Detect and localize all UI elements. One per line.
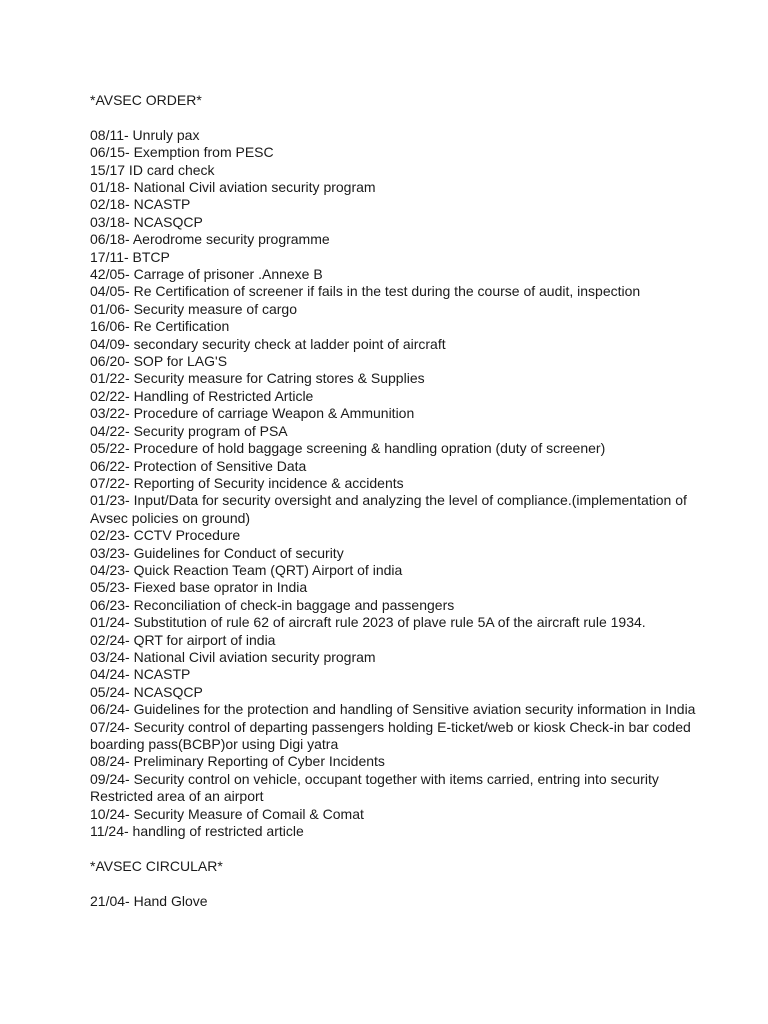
order-item: 03/24- National Civil aviation security program xyxy=(90,648,376,665)
order-item: 01/23- Input/Data for security oversight and analyzing the level of compliance.(implementation of Avsec policies on ground) xyxy=(90,492,691,526)
order-item: 17/11- BTCP xyxy=(90,248,170,265)
order-item: 03/23- Guidelines for Conduct of security xyxy=(90,544,344,561)
order-item: 04/05- Re Certification of screener if fails in the test during the course of audit, inspection xyxy=(90,283,641,300)
order-item: 08/24- Preliminary Reporting of Cyber Incidents xyxy=(90,753,385,770)
order-item: 03/22- Procedure of carriage Weapon & Ammunition xyxy=(90,405,415,422)
order-item: 01/18- National Civil aviation security program xyxy=(90,179,376,196)
order-item: 06/18- Aerodrome security programme xyxy=(90,231,330,248)
order-item: 11/24- handling of restricted article xyxy=(90,823,304,840)
order-item: 08/11- Unruly pax xyxy=(90,126,200,143)
circulars-list xyxy=(90,893,698,910)
order-item: 09/24- Security control on vehicle, occupant together with items carried, entring into security Restricted area of an airport xyxy=(90,770,663,805)
order-item: 07/22- Reporting of Security incidence & accidents xyxy=(90,474,404,491)
order-item: 01/22- Security measure for Catring stores & Supplies xyxy=(90,370,425,387)
order-item: 07/24- Security control of departing passengers holding E-ticket/web or kiosk Check-in bar coded boarding pass(BCBP)or using Digi yatra xyxy=(90,718,695,753)
order-item: 04/24- NCASTP xyxy=(90,666,191,683)
orders-list xyxy=(90,127,698,841)
order-item: 04/09- secondary security check at ladder point of aircraft xyxy=(90,335,446,352)
order-item: 06/22- Protection of Sensitive Data xyxy=(90,457,307,474)
order-item: 10/24- Security Measure of Comail & Comat xyxy=(90,805,364,822)
order-item: 15/17 ID card check xyxy=(90,161,215,178)
spacer xyxy=(90,840,698,857)
order-item: 05/23- Fiexed base oprator in India xyxy=(90,579,308,596)
order-item: 01/24- Substitution of rule 62 of aircraft rule 2023 of plave rule 5A of the aircraft rule 1934. xyxy=(90,614,646,631)
order-item: 16/06- Re Certification xyxy=(90,318,230,335)
spacer xyxy=(90,109,698,126)
order-item: 05/24- NCASQCP xyxy=(90,683,203,700)
order-item: 02/18- NCASTP xyxy=(90,196,191,213)
order-item: 05/22- Procedure of hold baggage screening & handling opration (duty of screener) xyxy=(90,440,606,457)
order-item: 02/22- Handling of Restricted Article xyxy=(90,387,314,404)
order-item: 06/23- Reconciliation of check-in baggage and passengers xyxy=(90,596,455,613)
order-item: 04/22- Security program of PSA xyxy=(90,422,288,439)
order-item: 06/24- Guidelines for the protection and handling of Sensitive aviation security information in India xyxy=(90,701,696,718)
order-item: 02/24- QRT for airport of india xyxy=(90,631,276,648)
order-item: 04/23- Quick Reaction Team (QRT) Airport of india xyxy=(90,561,403,578)
order-item: 06/15- Exemption from PESC xyxy=(90,144,274,161)
circular-item: 21/04- Hand Glove xyxy=(90,892,208,909)
circular-heading: *AVSEC CIRCULAR* xyxy=(90,857,223,874)
order-item: 06/20- SOP for LAG'S xyxy=(90,353,228,370)
order-item: 42/05- Carrage of prisoner .Annexe B xyxy=(90,266,323,283)
order-item: 02/23- CCTV Procedure xyxy=(90,527,241,544)
spacer xyxy=(90,875,698,892)
order-item: 01/06- Security measure of cargo xyxy=(90,300,297,317)
order-heading: *AVSEC ORDER* xyxy=(90,92,202,108)
order-item: 03/18- NCASQCP xyxy=(90,213,203,230)
